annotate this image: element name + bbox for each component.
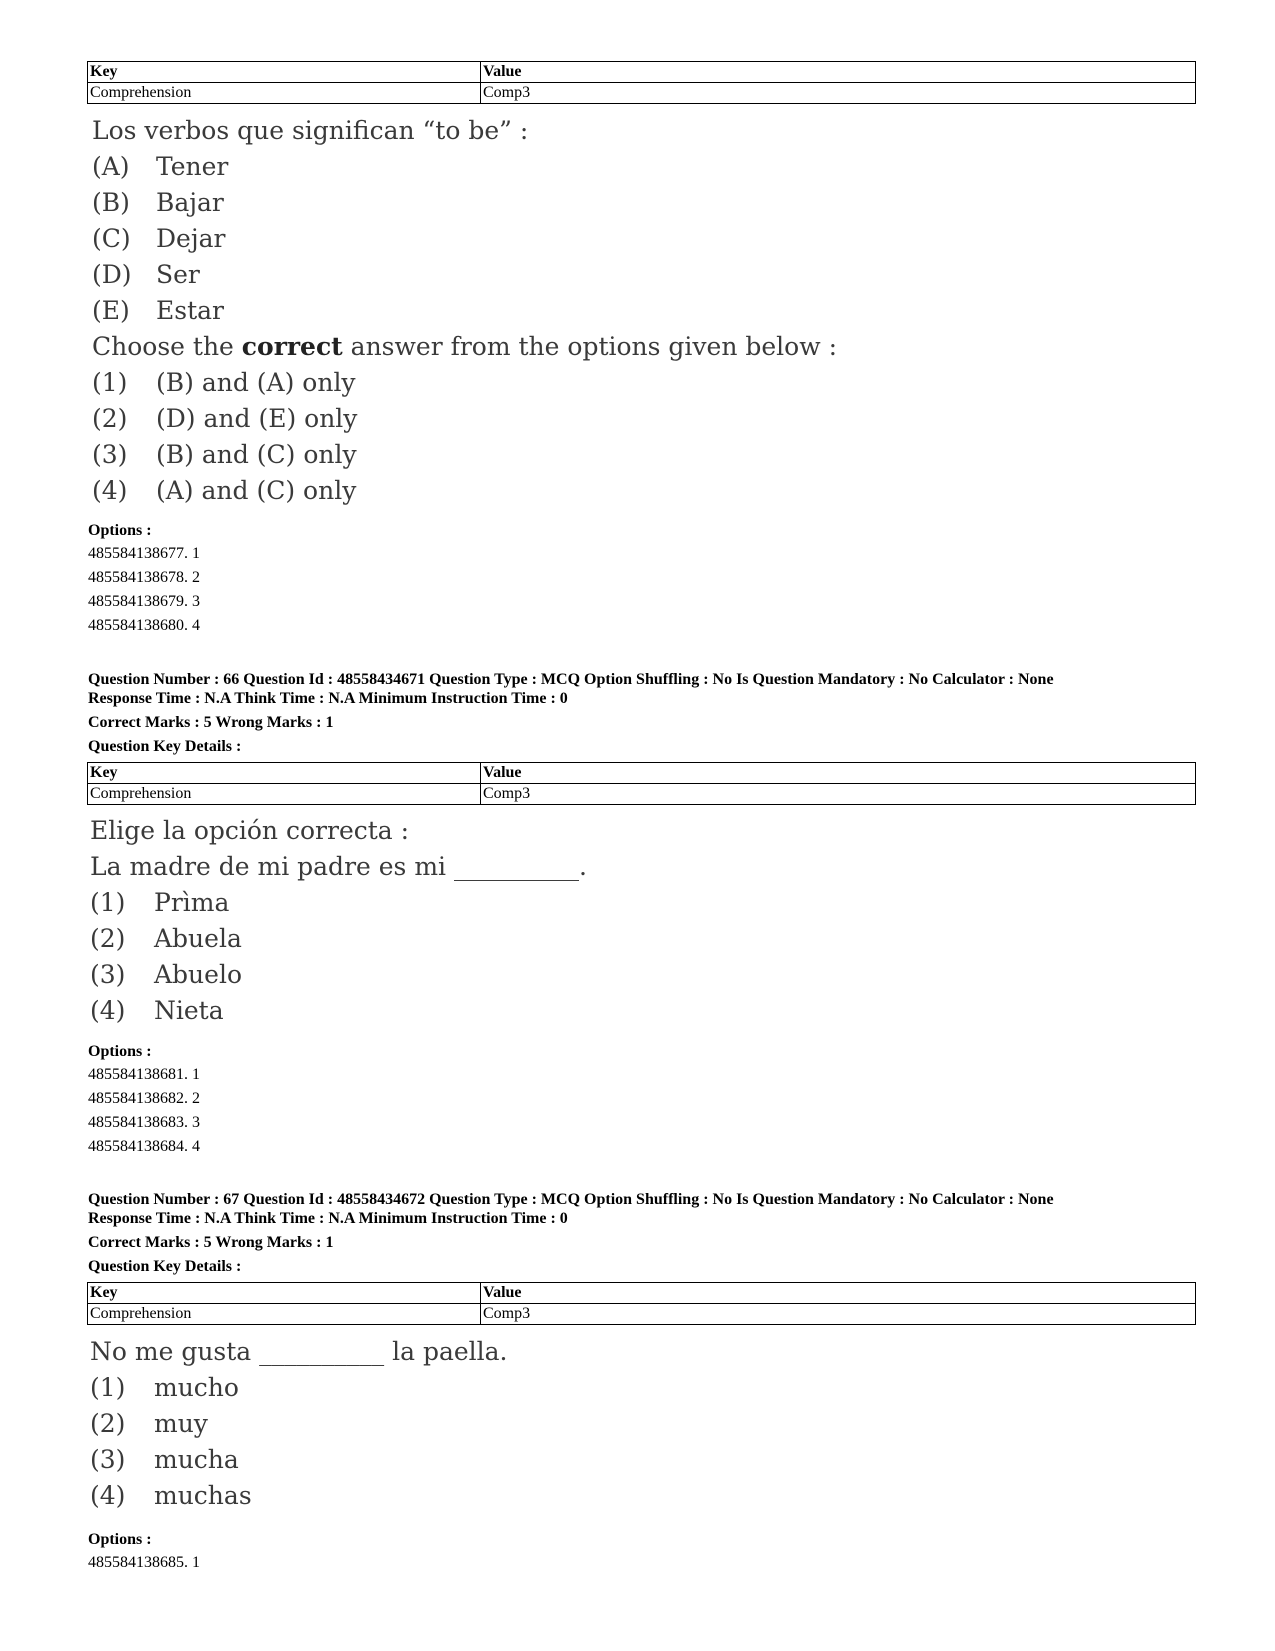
option-id: 485584138679. 3 bbox=[88, 593, 200, 610]
item-label: (D) bbox=[92, 260, 132, 289]
key-details-heading: Question Key Details : bbox=[88, 1258, 242, 1275]
choice-text: (A) and (C) only bbox=[156, 476, 357, 505]
value-cell: Comp3 bbox=[481, 784, 1196, 805]
question-meta bbox=[88, 670, 1054, 756]
choice-text: (D) and (E) only bbox=[156, 404, 358, 433]
answer-choice bbox=[90, 885, 587, 921]
options-heading: Options : bbox=[88, 1043, 152, 1060]
question-key-table bbox=[87, 762, 1196, 805]
choice-label: (3) bbox=[92, 440, 128, 469]
value-cell: Comp3 bbox=[481, 1304, 1196, 1325]
answer-choice bbox=[92, 365, 837, 401]
choice-label: (3) bbox=[90, 1445, 126, 1474]
answer-choice bbox=[92, 437, 837, 473]
question-stem: Elige la opción correcta : bbox=[90, 816, 410, 845]
key-cell: Comprehension bbox=[88, 83, 481, 104]
item-label: (B) bbox=[92, 188, 130, 217]
question-key-table bbox=[87, 1282, 1196, 1325]
answer-choice bbox=[90, 1442, 508, 1478]
table-row bbox=[88, 784, 1196, 805]
option-id: 485584138677. 1 bbox=[88, 545, 200, 562]
item-text: Bajar bbox=[156, 188, 224, 217]
options-heading: Options : bbox=[88, 1531, 152, 1548]
choice-label: (2) bbox=[92, 404, 128, 433]
key-header: Key bbox=[88, 62, 481, 83]
option-id: 485584138681. 1 bbox=[88, 1066, 200, 1083]
value-header: Value bbox=[481, 763, 1196, 784]
meta-line: Response Time : N.A Think Time : N.A Minimum Instruction Time : 0 bbox=[88, 690, 568, 707]
options-heading: Options : bbox=[88, 522, 152, 539]
instruction-text: Choose the bbox=[92, 332, 242, 361]
choice-label: (3) bbox=[90, 960, 126, 989]
choice-text: Nieta bbox=[154, 996, 224, 1025]
meta-line: Question Number : 66 Question Id : 48558434671 Question Type : MCQ Option Shuffling : No Is Question Mandatory : No Calculator : None bbox=[88, 671, 1054, 688]
choice-text: muchas bbox=[154, 1481, 252, 1510]
choice-text: Prìma bbox=[154, 888, 230, 917]
key-cell: Comprehension bbox=[88, 784, 481, 805]
marks-line: Correct Marks : 5 Wrong Marks : 1 bbox=[88, 714, 334, 731]
option-id: 485584138685. 1 bbox=[88, 1554, 200, 1571]
list-item bbox=[92, 149, 837, 185]
table-header-row bbox=[88, 763, 1196, 784]
choice-label: (4) bbox=[90, 996, 126, 1025]
answer-choice bbox=[90, 1478, 508, 1514]
question-stem: No me gusta __________ la paella. bbox=[90, 1337, 508, 1366]
item-label: (A) bbox=[92, 152, 130, 181]
item-text: Dejar bbox=[156, 224, 226, 253]
answer-choice bbox=[90, 957, 587, 993]
options-list bbox=[88, 1040, 200, 1159]
question-key-table bbox=[87, 61, 1196, 104]
table-row bbox=[88, 1304, 1196, 1325]
choice-text: (B) and (A) only bbox=[156, 368, 356, 397]
instruction-text: answer from the options given below : bbox=[342, 332, 837, 361]
question-body bbox=[90, 813, 587, 1029]
meta-line: Question Number : 67 Question Id : 48558434672 Question Type : MCQ Option Shuffling : No Is Question Mandatory : No Calculator : None bbox=[88, 1191, 1054, 1208]
key-header: Key bbox=[88, 763, 481, 784]
question-body bbox=[90, 1334, 508, 1514]
value-header: Value bbox=[481, 1283, 1196, 1304]
table-row bbox=[88, 83, 1196, 104]
choice-text: mucho bbox=[154, 1373, 239, 1402]
options-list bbox=[88, 519, 200, 638]
choice-label: (4) bbox=[92, 476, 128, 505]
answer-choice bbox=[92, 401, 837, 437]
choice-label: (4) bbox=[90, 1481, 126, 1510]
instruction bbox=[92, 329, 837, 365]
item-label: (E) bbox=[92, 296, 130, 325]
answer-choice bbox=[90, 1370, 508, 1406]
item-text: Estar bbox=[156, 296, 224, 325]
question-stem: Los verbos que significan “to be” : bbox=[92, 116, 529, 145]
table-header-row bbox=[88, 62, 1196, 83]
value-cell: Comp3 bbox=[481, 83, 1196, 104]
choice-label: (1) bbox=[92, 368, 128, 397]
key-cell: Comprehension bbox=[88, 1304, 481, 1325]
option-id: 485584138678. 2 bbox=[88, 569, 200, 586]
instruction-emphasis: correct bbox=[241, 332, 343, 361]
answer-choice bbox=[90, 1406, 508, 1442]
question-stem: La madre de mi padre es mi __________. bbox=[90, 852, 587, 881]
meta-line: Response Time : N.A Think Time : N.A Minimum Instruction Time : 0 bbox=[88, 1210, 568, 1227]
answer-choice bbox=[90, 993, 587, 1029]
question-meta bbox=[88, 1190, 1054, 1276]
choice-text: mucha bbox=[154, 1445, 239, 1474]
choice-label: (1) bbox=[90, 888, 126, 917]
list-item bbox=[92, 257, 837, 293]
question-body bbox=[92, 113, 837, 509]
item-label: (C) bbox=[92, 224, 131, 253]
list-item bbox=[92, 293, 837, 329]
choice-label: (2) bbox=[90, 1409, 126, 1438]
option-id: 485584138682. 2 bbox=[88, 1090, 200, 1107]
choice-label: (1) bbox=[90, 1373, 126, 1402]
option-id: 485584138684. 4 bbox=[88, 1138, 200, 1155]
choice-label: (2) bbox=[90, 924, 126, 953]
option-id: 485584138683. 3 bbox=[88, 1114, 200, 1131]
key-details-heading: Question Key Details : bbox=[88, 738, 242, 755]
answer-choice bbox=[90, 921, 587, 957]
table-header-row bbox=[88, 1283, 1196, 1304]
marks-line: Correct Marks : 5 Wrong Marks : 1 bbox=[88, 1234, 334, 1251]
choice-text: Abuelo bbox=[154, 960, 243, 989]
answer-choice bbox=[92, 473, 837, 509]
choice-text: muy bbox=[154, 1409, 208, 1438]
options-list bbox=[88, 1528, 200, 1575]
list-item bbox=[92, 221, 837, 257]
list-item bbox=[92, 185, 837, 221]
key-header: Key bbox=[88, 1283, 481, 1304]
item-text: Tener bbox=[156, 152, 229, 181]
item-text: Ser bbox=[156, 260, 200, 289]
value-header: Value bbox=[481, 62, 1196, 83]
choice-text: (B) and (C) only bbox=[156, 440, 357, 469]
choice-text: Abuela bbox=[154, 924, 242, 953]
option-id: 485584138680. 4 bbox=[88, 617, 200, 634]
